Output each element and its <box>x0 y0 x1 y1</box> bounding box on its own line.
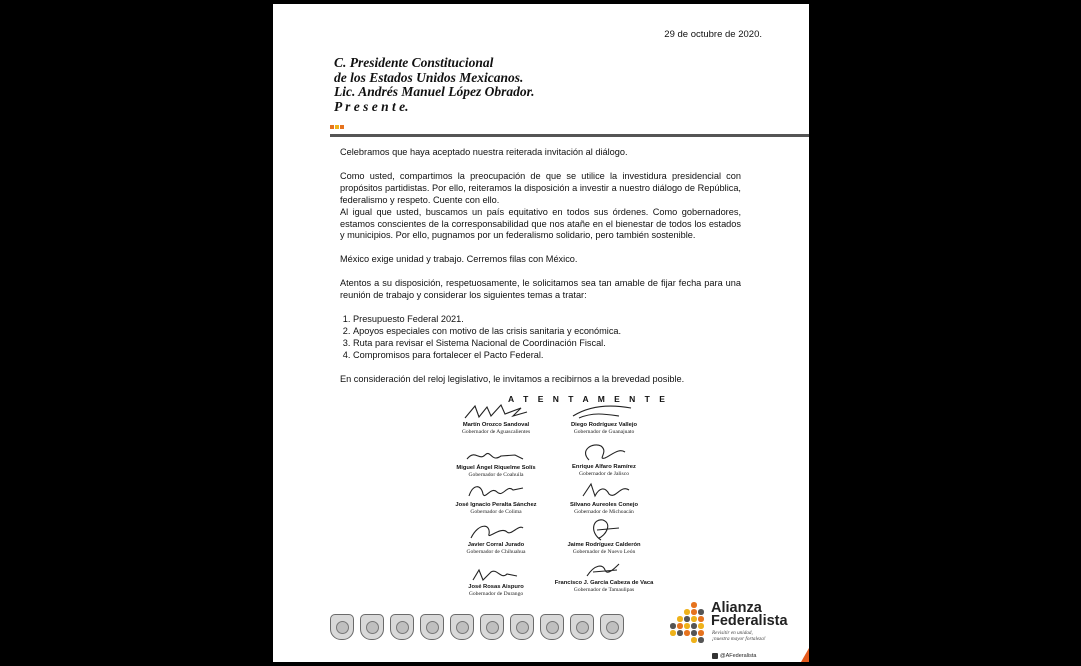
social-icon <box>712 653 718 659</box>
letter-page <box>273 4 809 662</box>
list-item: 3. Ruta para revisar el Sistema Nacional de Coordinación Fiscal. <box>353 338 741 350</box>
paragraph: En consideración del reloj legislativo, le invitamos a recibirnos a la brevedad posible. <box>340 373 685 384</box>
letter-date: 29 de octubre de 2020. <box>664 29 762 40</box>
list-item: 4. Compromisos para fortalecer el Pacto Federal. <box>353 350 741 362</box>
signatory-name: Miguel Ángel Riquelme Solís <box>456 465 536 471</box>
signatory-role: Gobernador de Nuevo León <box>572 549 636 555</box>
signature-block <box>539 516 669 556</box>
logo-dots-icon <box>665 602 709 646</box>
addressee-line: P r e s e n t e. <box>334 98 409 114</box>
signatory-role: Gobernador de Coahuila <box>468 472 524 478</box>
signatory-name: José Rosas Aispuro <box>468 584 524 590</box>
signatory-name: Francisco J. García Cabeza de Vaca <box>554 580 654 586</box>
header-divider <box>330 134 809 137</box>
paragraph: Al igual que usted, buscamos un país equitativo en todos sus órdenes. Como gobernadores, estamos conscientes de la corresponsabilidad que nos atañe en el bienestar de todos los estados y municipios. Por ello, pugnamos por un federalismo solidario, pero también sostenible. <box>340 206 741 241</box>
paragraph: México exige unidad y trabajo. Cerremos filas con México. <box>340 254 578 265</box>
signature-block <box>539 440 669 478</box>
signatory-name: Martín Orozco Sandoval <box>462 422 530 428</box>
topics-list <box>340 314 741 362</box>
signatory-name: Enrique Alfaro Ramírez <box>572 464 636 470</box>
signature-block <box>539 560 669 594</box>
state-seal-icon <box>360 614 384 640</box>
signature-scribble <box>461 402 531 422</box>
brand-tagline <box>712 630 766 642</box>
letter-body <box>340 147 741 398</box>
signature-scribble <box>569 440 639 464</box>
addressee-line: de los Estados Unidos Mexicanos. <box>334 69 524 85</box>
signature-scribble <box>569 560 639 580</box>
signatory-name: José Ignacio Peralta Sánchez <box>455 502 537 508</box>
tagline-line: ¡nuestra mayor fortaleza! <box>712 636 766 642</box>
signatory-role: Gobernador de Jalisco <box>578 471 630 477</box>
paragraph: Atentos a su disposición, respetuosamente, le solicitamos sea tan amable de fijar fecha para una reunión de trabajo y considerar los siguientes temas a tratar: <box>340 278 741 301</box>
paragraph: Celebramos que haya aceptado nuestra reiterada invitación al diálogo. <box>340 147 628 157</box>
signatory-role: Gobernador de Guanajuato <box>573 429 635 435</box>
orange-mark <box>340 125 344 129</box>
signatory-role: Gobernador de Colima <box>470 509 522 515</box>
signature-block <box>539 402 669 436</box>
state-seal-icon <box>450 614 474 640</box>
state-seal-icon <box>390 614 414 640</box>
addressee-block <box>334 56 535 114</box>
signatory-name: Jaime Rodríguez Calderón <box>567 542 641 548</box>
signatory-name: Silvano Aureoles Conejo <box>569 502 639 508</box>
orange-mark <box>330 125 334 129</box>
state-seal-icon <box>600 614 624 640</box>
signature-scribble <box>569 480 639 502</box>
brand-name-line: Alianza <box>711 600 762 616</box>
list-item: 2. Apoyos especiales con motivo de las crisis sanitaria y económica. <box>353 326 741 338</box>
header-color-marks <box>330 125 344 129</box>
yellow-mark <box>335 125 339 129</box>
closing: A T E N T A M E N T E <box>508 394 669 404</box>
brand-name <box>711 602 788 628</box>
signatory-name: Javier Corral Jurado <box>467 542 525 548</box>
state-seal-icon <box>510 614 534 640</box>
state-seals-row <box>330 614 624 640</box>
state-seal-icon <box>420 614 444 640</box>
addressee-line: C. Presidente Constitucional <box>334 55 494 70</box>
signatory-role: Gobernador de Tamaulipas <box>573 587 635 593</box>
signatory-role: Gobernador de Chihuahua <box>466 549 526 555</box>
signature-scribble <box>461 447 531 465</box>
state-seal-icon <box>570 614 594 640</box>
social-handle <box>712 653 756 659</box>
brand-name-line: Federalista <box>711 613 788 629</box>
list-item: 1. Presupuesto Federal 2021. <box>353 314 741 326</box>
paragraph: Como usted, compartimos la preocupación de que se utilice la investidura presidencial con propósitos partidistas. Por ello, reiteramos la disposición a investir a nuestro diálogo de República, federalismo y respeto. Cuente con ello. <box>340 170 741 205</box>
state-seal-icon <box>480 614 504 640</box>
signature-block <box>539 480 669 516</box>
signature-scribble <box>461 520 531 542</box>
handle-text: @AFederalista <box>720 653 757 659</box>
tagline-line: Revisitir en unidad, <box>712 630 753 636</box>
alianza-federalista-logo <box>665 598 795 650</box>
addressee-line: Lic. Andrés Manuel López Obrador. <box>334 84 535 99</box>
signature-scribble <box>461 566 531 584</box>
signature-scribble <box>569 516 639 542</box>
state-seal-icon <box>330 614 354 640</box>
signature-scribble <box>569 402 639 422</box>
signatory-role: Gobernador de Aguascalientes <box>461 429 531 435</box>
state-seal-icon <box>540 614 564 640</box>
signatory-role: Gobernador de Durango <box>468 591 524 597</box>
signatory-role: Gobernador de Michoacán <box>574 509 634 515</box>
signature-scribble <box>461 482 531 502</box>
signatory-name: Diego Rodríguez Vallejo <box>570 422 638 428</box>
corner-accent <box>801 648 809 662</box>
